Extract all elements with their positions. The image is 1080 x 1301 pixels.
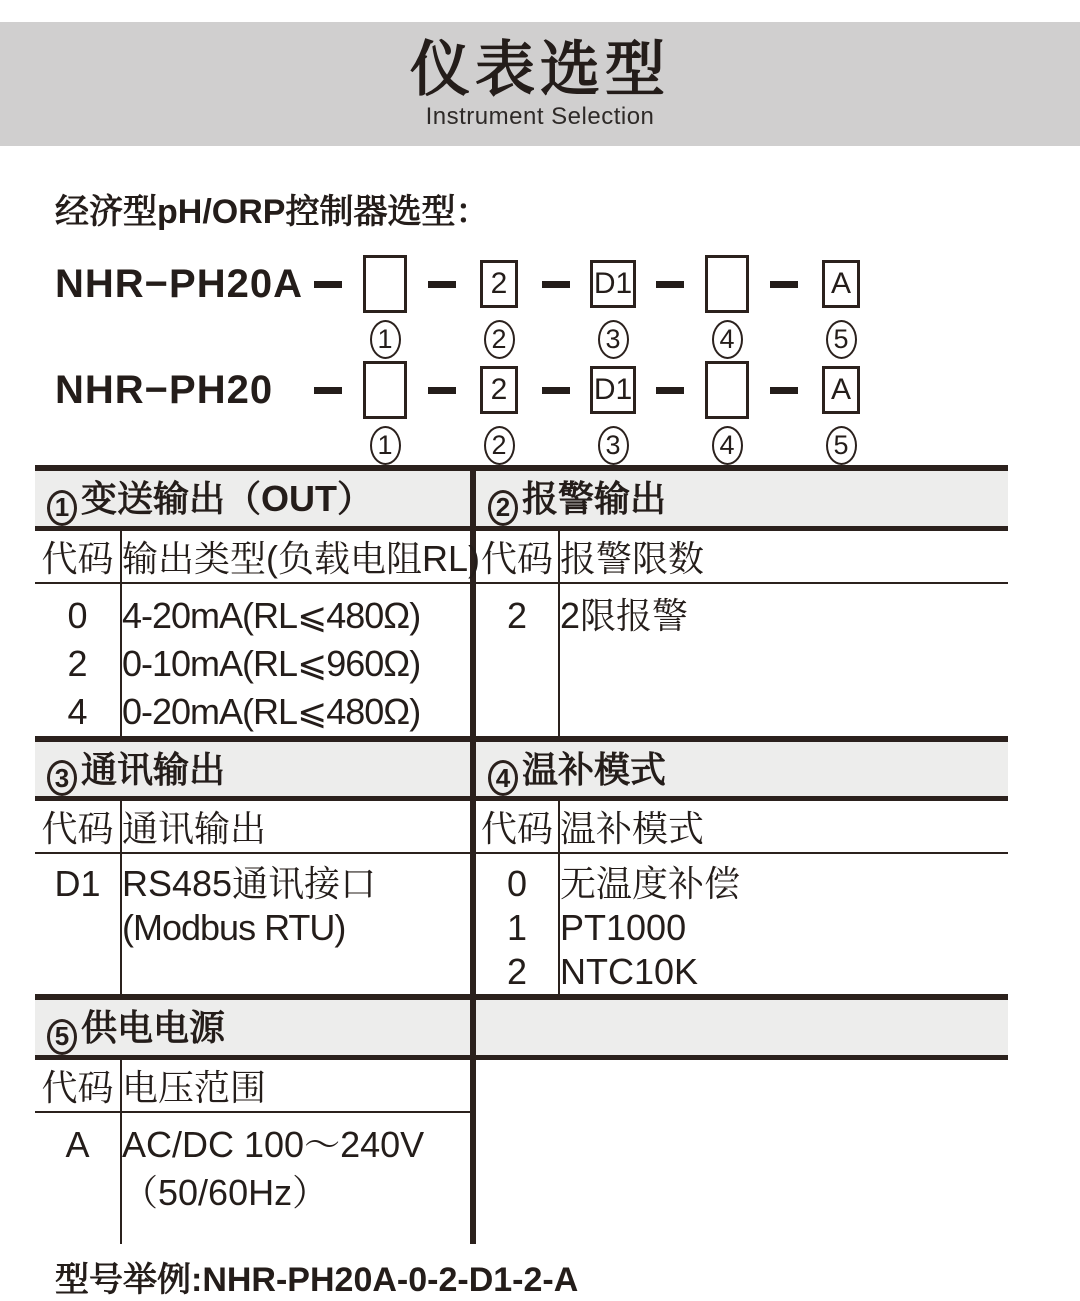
- column-header-row-5: [35, 1057, 1008, 1112]
- model-code-box: A: [822, 260, 860, 308]
- desc-value: 4-20mA(RL⩽480Ω): [122, 594, 421, 636]
- section5-desc-label: 电压范围: [121, 1057, 473, 1112]
- model-code-diagram: [55, 253, 1080, 465]
- section5-codes: [35, 1112, 121, 1244]
- page-subtitle: Instrument Selection: [425, 103, 655, 130]
- model-code-box: 2: [480, 260, 518, 308]
- section4-codes: [473, 853, 559, 997]
- model-name: NHR−PH20: [55, 367, 274, 412]
- section3-codes: [35, 853, 121, 997]
- model-example: 型号举例:NHR-PH20A-0-2-D1-2-A: [55, 1260, 579, 1299]
- model-code-box: [363, 255, 407, 313]
- code-segment: [577, 359, 649, 465]
- section5-code-label: 代码: [35, 1057, 121, 1112]
- position-circle: 3: [598, 426, 629, 465]
- column-header-row-3-4: [35, 799, 1008, 854]
- dash-separator: [770, 281, 798, 288]
- desc-value: PT1000: [560, 907, 687, 948]
- section5-title: 供电电源: [81, 1007, 226, 1048]
- section5-empty-cell: [473, 1057, 1008, 1244]
- position-circle: 5: [826, 426, 857, 465]
- code-value: D1: [54, 863, 101, 904]
- section4-title: 温补模式: [522, 748, 667, 790]
- code-segment: [463, 359, 535, 465]
- model-code-box: D1: [590, 260, 636, 308]
- code-segment: [577, 253, 649, 359]
- position-circle: 1: [370, 426, 401, 465]
- desc-value: （50/60Hz）: [122, 1171, 329, 1213]
- desc-value: 0-20mA(RL⩽480Ω): [122, 690, 421, 732]
- section1-header: [35, 468, 473, 528]
- desc-value: 2限报警: [560, 594, 689, 636]
- section2-desc-label: 报警限数: [559, 528, 1008, 583]
- section2-header: [473, 468, 1008, 528]
- section-header-row-1-2: [35, 468, 1008, 528]
- section2-codes: [473, 583, 559, 739]
- dash-separator: [542, 387, 570, 394]
- code-value: 2: [67, 642, 88, 684]
- section2-descriptions: [559, 583, 1008, 739]
- code-segment: [805, 359, 877, 465]
- model-code-box: [363, 361, 407, 419]
- data-row-3-4: [35, 853, 1008, 997]
- code-value: 2: [506, 951, 528, 992]
- dash-separator: [428, 387, 456, 394]
- section3-descriptions: [121, 853, 473, 997]
- column-header-row-1-2: [35, 528, 1008, 583]
- page-title: 仪表选型: [410, 36, 670, 103]
- desc-value: 无温度补偿: [560, 863, 741, 904]
- section3-header: [35, 739, 473, 799]
- code-segment: [349, 359, 421, 465]
- model-code-box: D1: [590, 366, 636, 414]
- section4-number: 4: [488, 760, 518, 796]
- section4-desc-label: 温补模式: [559, 799, 1008, 854]
- section1-title: 变送输出（OUT）: [81, 478, 373, 519]
- code-segment: [691, 359, 763, 465]
- model-code-box: 2: [480, 366, 518, 414]
- section5-number: 5: [47, 1019, 77, 1055]
- section-header-row-5: [35, 997, 1008, 1057]
- model-row-ph20: [55, 359, 1080, 465]
- code-value: 2: [506, 594, 528, 636]
- selection-heading: 经济型pH/ORP控制器选型：: [55, 193, 490, 231]
- desc-value: RS485通讯接口: [122, 863, 377, 904]
- selection-table: [35, 465, 1008, 1244]
- dash-separator: [314, 387, 342, 394]
- dash-separator: [656, 387, 684, 394]
- section1-codes: [35, 583, 121, 739]
- model-code-box: [705, 255, 749, 313]
- dash-separator: [428, 281, 456, 288]
- dash-separator: [656, 281, 684, 288]
- model-row-ph20a: [55, 253, 1080, 359]
- section2-number: 2: [488, 490, 518, 526]
- position-circle: 1: [370, 320, 401, 359]
- dash-separator: [770, 387, 798, 394]
- section5-descriptions: [121, 1112, 473, 1244]
- code-segment: [463, 253, 535, 359]
- section5-header: [35, 997, 473, 1057]
- code-segment: [691, 253, 763, 359]
- position-circle: 4: [712, 320, 743, 359]
- code-segment: [805, 253, 877, 359]
- section1-descriptions: [121, 583, 473, 739]
- section3-number: 3: [47, 760, 77, 796]
- section3-title: 通讯输出: [81, 748, 226, 790]
- desc-value: AC/DC 100～240V: [122, 1123, 425, 1165]
- section1-desc-label: 输出类型(负载电阻RL): [121, 528, 473, 583]
- position-circle: 2: [484, 320, 515, 359]
- desc-value: 0-10mA(RL⩽960Ω): [122, 642, 421, 684]
- desc-value: (Modbus RTU): [122, 907, 346, 948]
- position-circle: 2: [484, 426, 515, 465]
- section4-header: [473, 739, 1008, 799]
- dash-separator: [314, 281, 342, 288]
- section1-code-label: 代码: [35, 528, 121, 583]
- position-circle: 3: [598, 320, 629, 359]
- section4-descriptions: [559, 853, 1008, 997]
- section5-header-empty-right: [473, 997, 1008, 1057]
- section2-title: 报警输出: [522, 478, 667, 519]
- code-value: 1: [506, 907, 528, 948]
- model-name: NHR−PH20A: [55, 261, 303, 306]
- model-code-box: [705, 361, 749, 419]
- code-value: 4: [67, 690, 88, 732]
- code-value: 0: [506, 863, 528, 904]
- data-row-1-2: [35, 583, 1008, 739]
- section3-desc-label: 通讯输出: [121, 799, 473, 854]
- code-value: 0: [67, 594, 88, 636]
- dash-separator: [542, 281, 570, 288]
- section1-number: 1: [47, 490, 77, 526]
- desc-value: NTC10K: [560, 951, 699, 992]
- code-segment: [349, 253, 421, 359]
- code-value: A: [65, 1123, 90, 1165]
- section4-code-label: 代码: [473, 799, 559, 854]
- position-circle: 4: [712, 426, 743, 465]
- section3-code-label: 代码: [35, 799, 121, 854]
- section2-code-label: 代码: [473, 528, 559, 583]
- model-code-box: A: [822, 366, 860, 414]
- title-banner: [0, 22, 1080, 146]
- section-header-row-3-4: [35, 739, 1008, 799]
- position-circle: 5: [826, 320, 857, 359]
